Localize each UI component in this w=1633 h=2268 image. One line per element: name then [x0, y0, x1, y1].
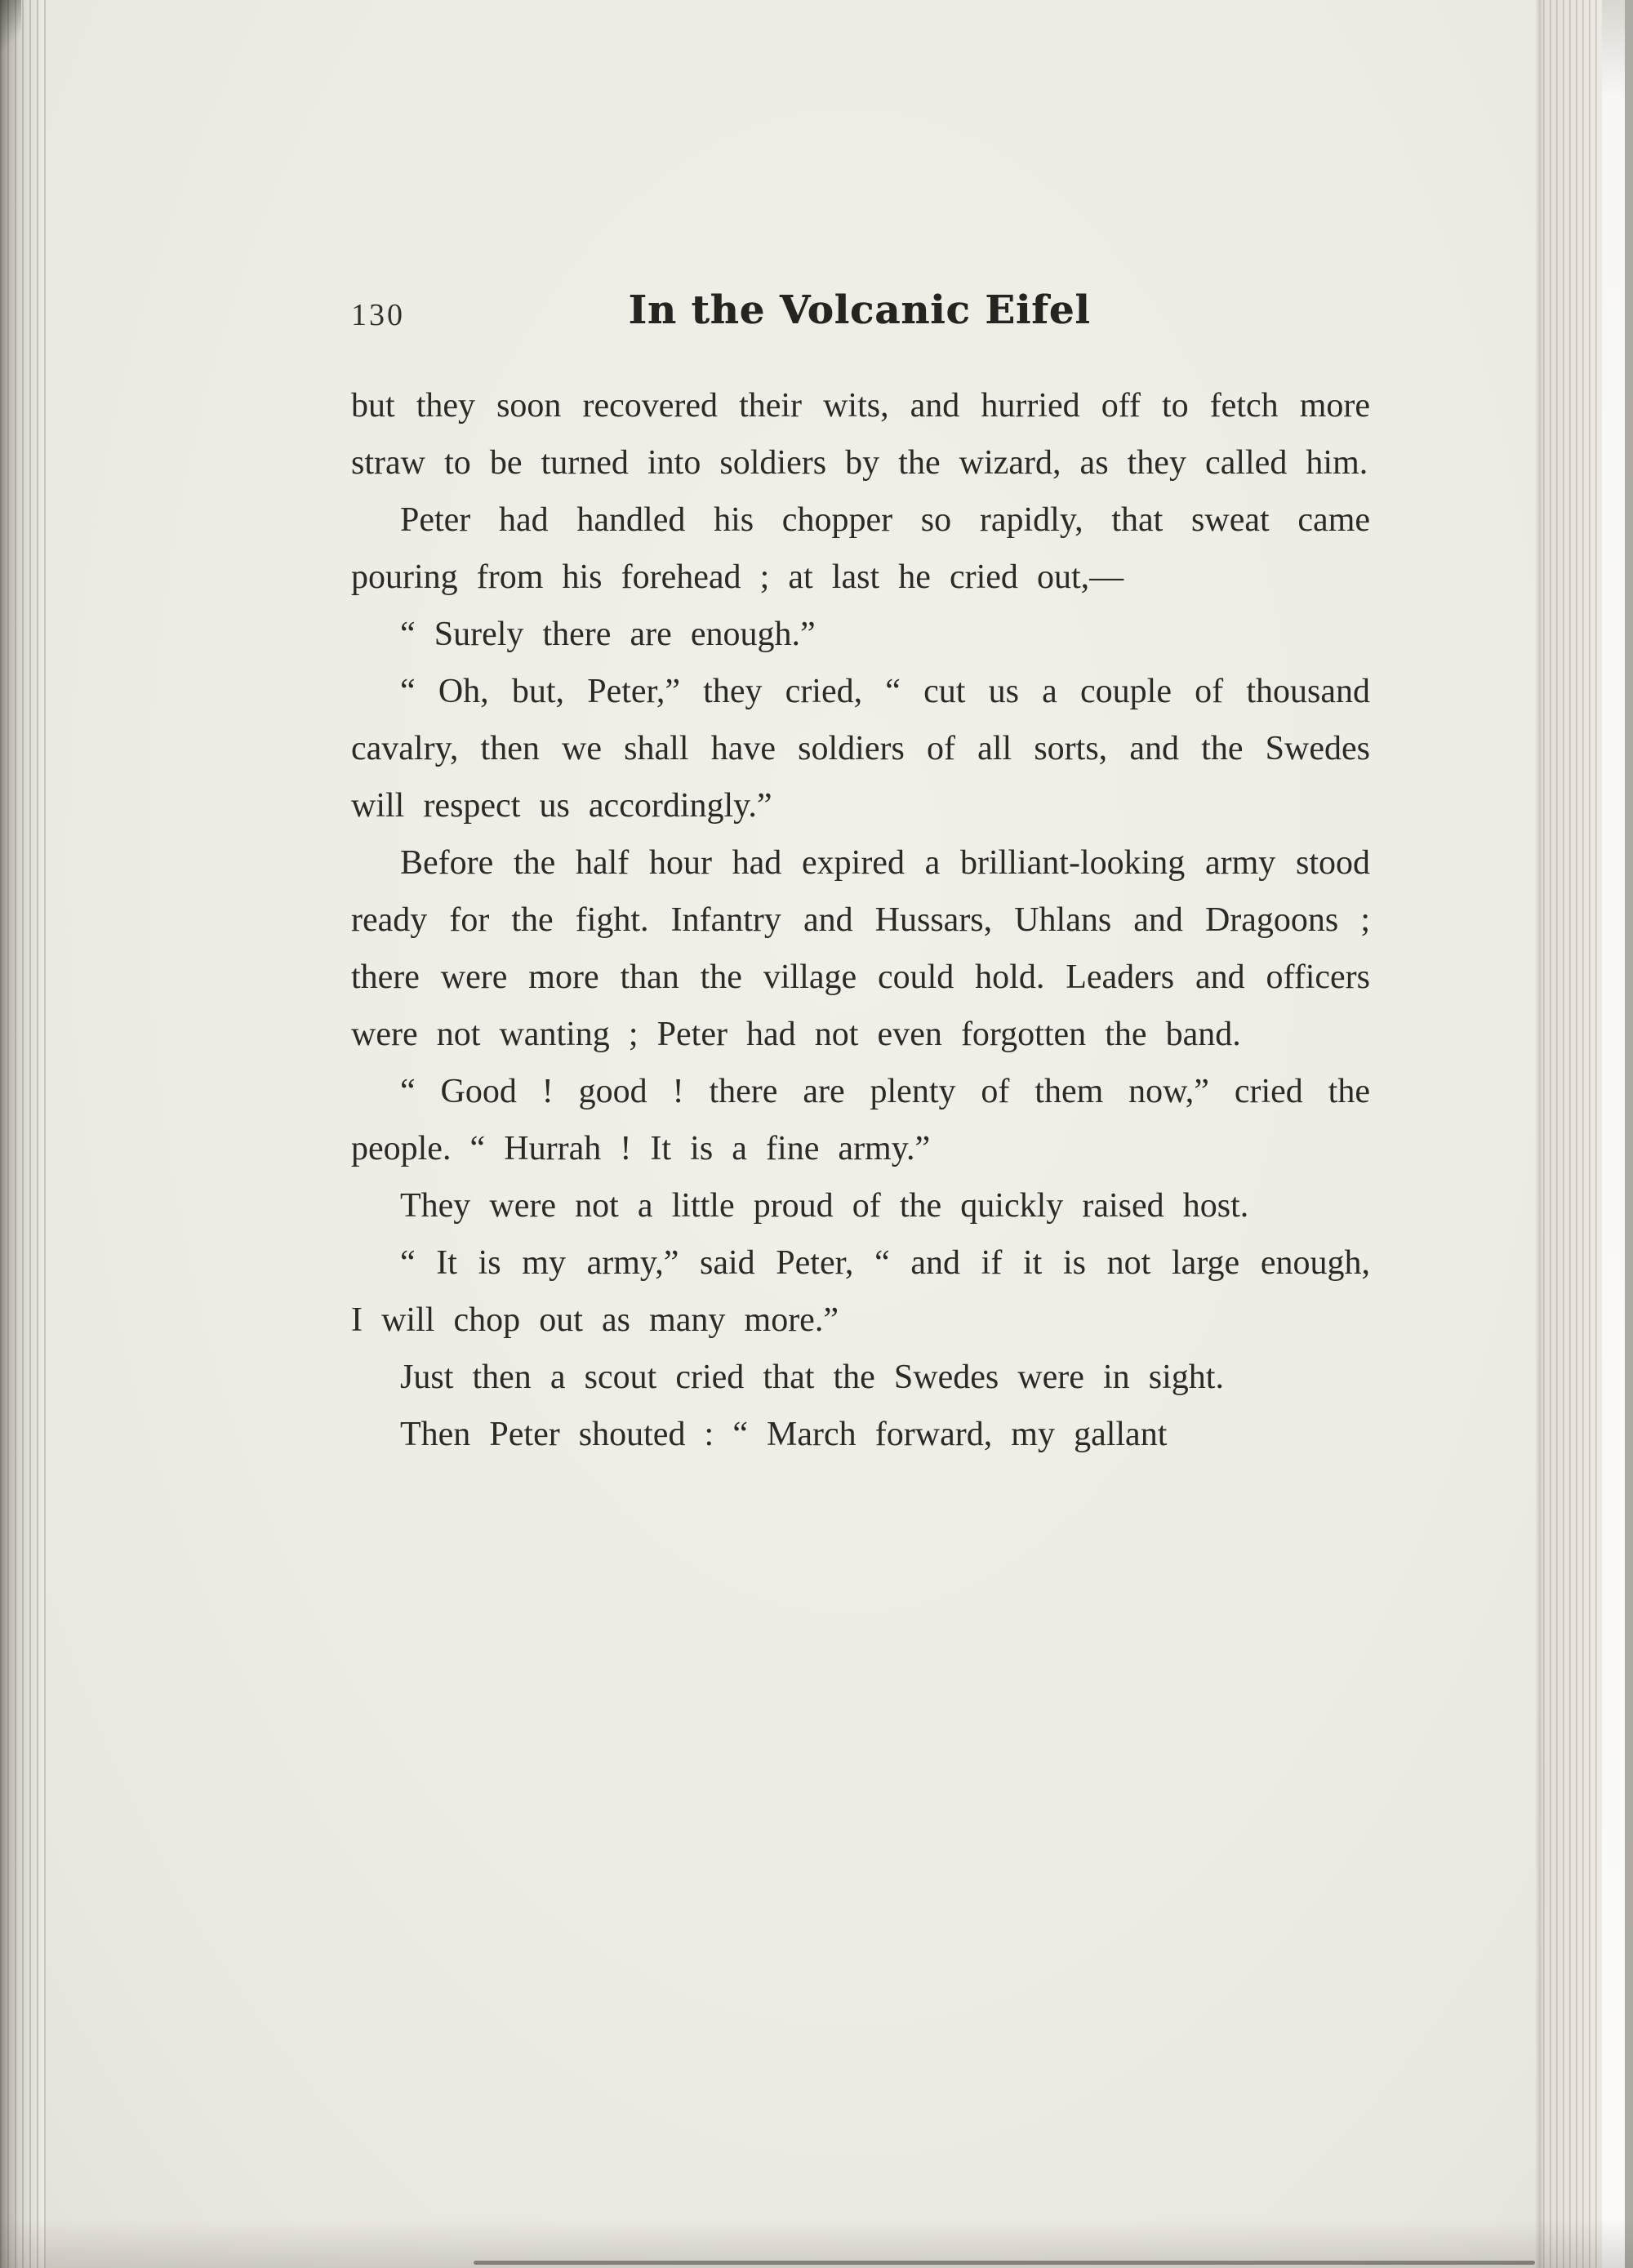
- paragraph: “ Surely there are enough.”: [400, 616, 816, 653]
- binding-corner-shadow: [0, 0, 21, 57]
- paragraph: “ It is my army,” said Peter, “ and if it is not large enough, I will chop out as many more.”: [351, 1244, 1370, 1339]
- fore-edge-highlight: [1602, 0, 1625, 2268]
- scan-outer-edge: [1625, 0, 1633, 2268]
- book-binding-gutter: [0, 0, 46, 2268]
- paragraph: Then Peter shouted : “ March forward, my gallant: [400, 1416, 1168, 1453]
- page-body-text: [351, 377, 1370, 1463]
- running-head-title: In the Volcanic Eifel: [628, 287, 1091, 333]
- bottom-shadow: [0, 2219, 1633, 2268]
- paragraph: Before the half hour had expired a brilliant-looking army stood ready for the fight. Infantry and Hussars, Uhlans and Dragoons ; there were more than the village could hold. Leaders and officers were not wanting ; Peter had not even forgotten the band.: [351, 844, 1370, 1053]
- fore-edge-page-stack: [1543, 0, 1602, 2268]
- page-edge-shadow: [1535, 0, 1543, 2268]
- paragraph: “ Oh, but, Peter,” they cried, “ cut us a couple of thousand cavalry, then we shall have soldiers of all sorts, and the Swedes will respect us accordingly.”: [351, 673, 1370, 825]
- page-number: 130: [351, 298, 405, 332]
- running-header: [351, 287, 1368, 340]
- paragraph: They were not a little proud of the quickly raised host.: [400, 1187, 1249, 1225]
- paragraph: Just then a scout cried that the Swedes were in sight.: [400, 1359, 1224, 1396]
- paragraph: Peter had handled his chopper so rapidly, that sweat came pouring from his forehead ; at last he cried out,—: [351, 501, 1370, 596]
- paragraph: “ Good ! good ! there are plenty of them now,” cried the people. “ Hurrah ! It is a fine army.”: [351, 1073, 1370, 1167]
- paragraph: but they soon recovered their wits, and hurried off to fetch more straw to be turned into soldiers by the wizard, as they called him.: [351, 387, 1370, 482]
